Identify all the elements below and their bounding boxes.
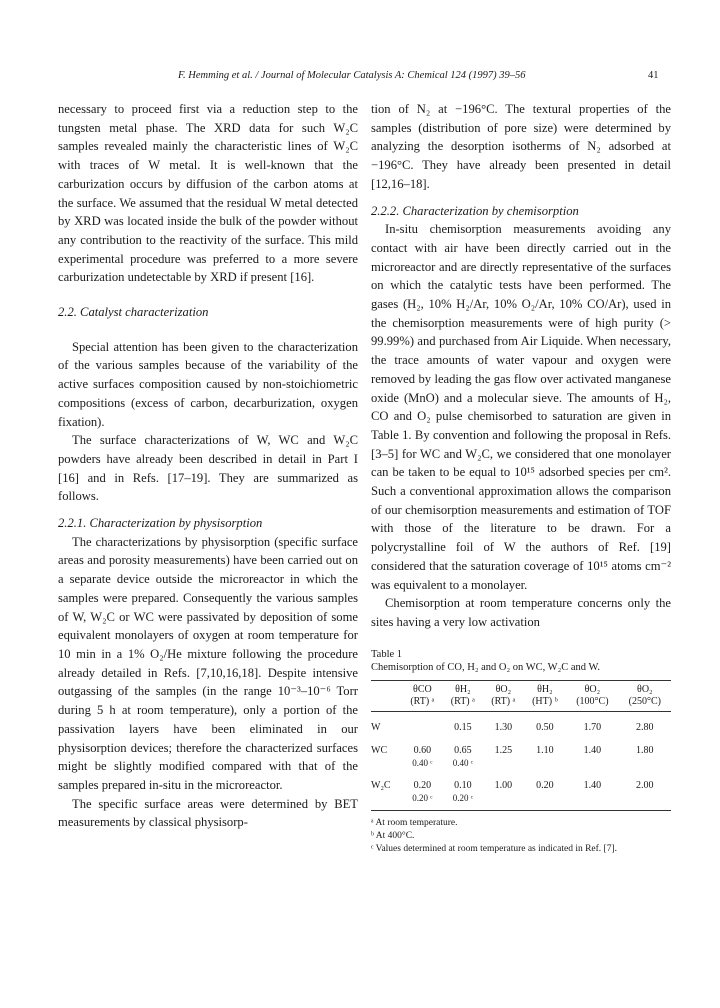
column-header: θH₂ <box>524 680 567 696</box>
table-cell: 0.10 0.20 ᶜ <box>443 770 483 811</box>
paragraph: The characterizations by physisorption (specific surface areas and porosity measurements) have been carried out on a separate device outside the microreactor in which the samples were prepared. Consequently the various samples of W, W₂C or WC were passivated by deposition of some equivalent monolayers of oxygen at room temperature for 10 min in a 1% O₂/He mixture following the procedure already detailed in Refs. [7,10,16,18]. Despite intensive outgassing of the samples (in the range 10⁻³–10⁻⁶ Torr during 5 h at room temperature), only a portion of the passivation layers have been eliminated in our physisorption devices; therefore the characterized surfaces might be slightly modified compared with that of the samples prepared in-situ in the microreactor. <box>58 534 358 792</box>
column-subheader: (HT) ᵇ <box>524 696 567 712</box>
table-cell: 0.60 0.40 ᶜ <box>412 744 433 768</box>
table-cell: 0.20 0.20 ᶜ <box>402 770 442 811</box>
subsection-heading: 2.2.1. Characterization by physisorption <box>58 516 263 531</box>
footnote: ᶜ Values determined at room temperature as indicated in Ref. [7]. <box>371 843 618 854</box>
table-cell: 1.00 <box>483 770 523 811</box>
table-cell: 1.80 <box>636 744 654 756</box>
left-column <box>58 100 358 832</box>
paragraph: tion of N₂ at −196°C. The textural properties of the samples (distribution of pore size) were determined by analyzing the desorption isotherms of N₂ adsorbed at −196°C. They have already been presented in detail [12,16–18]. <box>371 102 671 191</box>
table-cell: 1.30 <box>494 721 513 733</box>
paragraph: Special attention has been given to the characterization of the various samples because of the variability of the active surfaces composition caused by non-stoichiometric compositions (excess of carbon, decarburization, oxygen fixation). <box>58 339 358 429</box>
table-label: Table 1 <box>371 648 403 660</box>
subsection-heading: 2.2.2. Characterization by chemisorption <box>371 203 579 218</box>
column-header: θH₂ <box>443 680 483 696</box>
table-caption: Chemisorption of CO, H₂ and O₂ on WC, W₂C and W. <box>371 661 601 673</box>
table-cell <box>402 711 442 735</box>
table-footnotes <box>371 817 671 856</box>
table-cell: 0.65 0.40 ᶜ <box>452 744 473 768</box>
paragraph: The specific surface areas were determined by BET measurements by classical physisorp- <box>58 796 358 830</box>
column-header <box>371 680 402 696</box>
table-cell: 0.15 <box>454 721 472 733</box>
column-header: θCO <box>402 680 442 696</box>
table-cell: 1.40 <box>566 770 618 811</box>
column-subheader: (RT) ᵃ <box>402 696 442 712</box>
column-subheader: (100°C) <box>566 696 618 712</box>
paragraph: Chemisorption at room temperature concerns only the sites having a very low activation <box>371 596 671 629</box>
row-label: WC <box>371 744 388 756</box>
journal-citation: F. Hemming et al. / Journal of Molecular Catalysis A: Chemical 124 (1997) 39–56 <box>178 70 526 81</box>
table-cell: 1.40 <box>583 744 602 756</box>
row-label: W <box>371 721 381 733</box>
table-header-row <box>371 696 671 712</box>
paragraph: In-situ chemisorption measurements avoiding any contact with air have been directly carried out in the microreactor and are directly representative of the surfaces on which the catalytic tests have been performed. The gases (H₂, 10% H₂/Ar, 10% O₂/Ar, 10% CO/Ar), used in the chemisorption measurements were of high purity (> 99.99%) and purchased from Air Liquide. When necessary, the trace amounts of water vapour and oxygen were removed by leading the gas flow over activated manganese oxide (MnO) and a molecular sieve. The amounts of H₂, CO and O₂ pulse chemisorbed to saturation are given in Table 1. By convention and following the proposal in Refs. [3–5] for WC and W₂C, we considered that one monolayer can be taken to be equal to 10¹⁵ adsorbed species per cm². Such a conventional approximation allows the comparison of our chemisorption measurements and estimation of TOF with those of the literature to be drawn. For a polycrystalline foil of W the authors of Ref. [19] considered that the saturation coverage of 10¹⁵ atoms cm⁻² was equivalent to a monolayer. <box>371 222 671 592</box>
table-cell: 0.20 <box>524 770 567 811</box>
table-cell: 0.50 <box>536 721 554 733</box>
table-row <box>371 711 671 735</box>
section-heading: 2.2. Catalyst characterization <box>58 305 209 320</box>
table-cell: 1.10 <box>536 744 554 756</box>
column-subheader: (250°C) <box>619 696 671 712</box>
table-header-row <box>371 680 671 696</box>
page-number: 41 <box>648 70 659 81</box>
row-label: W₂C <box>371 770 402 811</box>
column-header: θO₂ <box>483 680 523 696</box>
table-cell: 1.70 <box>583 721 602 733</box>
column-header: θO₂ <box>619 680 671 696</box>
table-cell: 1.25 <box>494 744 513 756</box>
table-cell: 2.00 <box>619 770 671 811</box>
paragraph: necessary to proceed first via a reduction step to the tungsten metal phase. The XRD data for such W₂C samples revealed mainly the characteristic lines of W₂C with traces of W metal. It is well-known that the carburization occurs by diffusion of the carbon atoms at the surface. We assumed that the residual W metal detected by XRD was located inside the bulk of the powder without any contribution to the reactivity of the surface. This mild experimental procedure was preferred to a more severe carburization undetectable by XRD if present [16]. <box>58 102 358 285</box>
paragraph: The surface characterizations of W, WC and W₂C powders have already been described in detail in Part I [16] and in Refs. [17–19]. They are summarized as follows. <box>58 433 358 504</box>
footnote: ᵃ At room temperature. <box>371 817 458 828</box>
column-subheader: (RT) ᵃ <box>483 696 523 712</box>
column-subheader <box>371 696 402 712</box>
chemisorption-table <box>371 680 671 811</box>
right-column <box>371 100 671 856</box>
table-cell: 2.80 <box>636 721 654 733</box>
footnote: ᵇ At 400°C. <box>371 830 415 841</box>
table-row <box>371 735 671 770</box>
table-row <box>371 770 671 811</box>
column-subheader: (RT) ᵃ <box>443 696 483 712</box>
column-header: θO₂ <box>566 680 618 696</box>
